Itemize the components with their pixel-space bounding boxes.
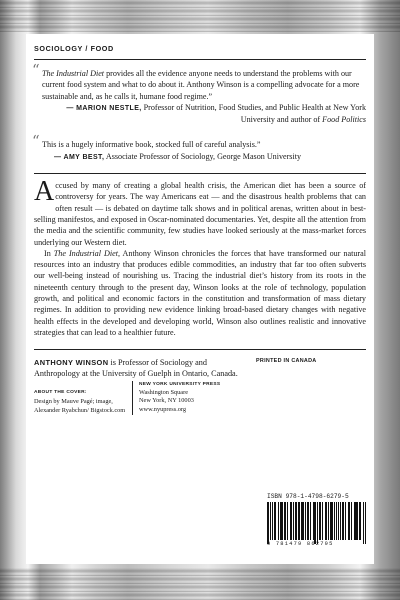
barcode-bar: [293, 502, 294, 540]
blurb-text: The Industrial Diet provides all the evidence anyone needs to understand the problems with our current food system and what to do about it. Anthony Winson is a compelling advocate for a more sustainable and, as he calls it, humane food regime.”: [42, 69, 360, 101]
barcode-bar: [305, 502, 306, 540]
barcode-bar: [299, 502, 300, 540]
barcode-block: [267, 493, 366, 547]
barcode-bar: [322, 502, 323, 540]
cover-credit: [34, 389, 132, 415]
barcode-bar: [356, 502, 357, 540]
barcode-bar: [326, 502, 327, 540]
book-description: [34, 176, 366, 338]
blurb-author-name: — MARION NESTLE,: [66, 104, 142, 112]
barcode-bar: [351, 502, 352, 540]
author-name: ANTHONY WINSON: [34, 358, 109, 368]
barcode-bar: [274, 502, 275, 540]
barcode-bar: [291, 502, 292, 540]
barcode-bar: [360, 502, 361, 540]
barcode-digits: 9 781479 862795: [267, 541, 334, 547]
publisher-address-line2: New York, NY 10003: [139, 397, 194, 405]
blurb-best: [32, 132, 366, 163]
quote-mark-icon: “: [32, 61, 40, 79]
blurb-nestle: [32, 61, 366, 125]
barcode-bar: [298, 502, 299, 540]
barcode-bar: [349, 502, 351, 540]
cover-credit-heading: ABOUT THE COVER:: [34, 390, 87, 396]
barcode-bar: [328, 502, 329, 540]
barcode-bar: [285, 502, 286, 540]
barcode-icon: [267, 502, 366, 546]
barcode-bar: [268, 502, 269, 544]
can-rim-bottom: [0, 568, 400, 600]
barcode-bar: [340, 502, 341, 540]
barcode-bar: [275, 502, 276, 540]
barcode-bar: [338, 502, 339, 540]
blurb-book-title: The Industrial Diet: [42, 69, 105, 78]
bio-row: [34, 357, 366, 379]
blurb-attribution: — AMY BEST, Associate Professor of Sociology, George Mason University: [54, 151, 301, 161]
publisher-website: www.nyupress.org: [139, 405, 187, 413]
barcode-bar: [314, 502, 316, 544]
barcode-bar: [310, 502, 311, 540]
back-cover-panel: [26, 34, 374, 564]
barcode-bar: [308, 502, 309, 540]
barcode-bar: [355, 502, 356, 540]
barcode-bar: [345, 502, 346, 540]
publisher-block: [132, 381, 252, 415]
barcode-bar: [270, 502, 271, 540]
barcode-bar: [363, 502, 364, 544]
drop-cap: A: [34, 176, 55, 208]
quote-mark-icon: “: [32, 132, 40, 151]
barcode-bar: [317, 502, 318, 544]
cover-credit-text: Design by Mauve Pagé; image, Alexander Ryabchun/ Bigstock.com: [34, 398, 126, 414]
can-rim-top: [0, 0, 400, 32]
barcode-bar: [287, 502, 288, 540]
barcode-bar: [320, 502, 321, 540]
barcode-bar: [280, 502, 281, 540]
divider: [34, 173, 366, 174]
publisher-address-line1: Washington Square: [139, 389, 188, 397]
author-bio: ANTHONY WINSON is Professor of Sociology and Anthropology at the University of Guelph in Ontario, Canada.: [34, 358, 238, 379]
blurb-text: This is a hugely informative book, stocked full of careful analysis.”: [42, 140, 261, 150]
blurb-attribution: — MARION NESTLE, Professor of Nutrition, Food Studies, and Public Health at New York University and author of Food Politics: [66, 102, 366, 125]
barcode-bar: [343, 502, 344, 540]
category-label: SOCIOLOGY / FOOD: [34, 44, 366, 60]
credits-row: [34, 382, 366, 415]
barcode-bar: [331, 502, 333, 540]
barcode-bar: [303, 502, 304, 540]
barcode-bar: [334, 502, 335, 540]
isbn-text: ISBN 978-1-4798-6279-5: [267, 493, 349, 500]
barcode-bar: [281, 502, 282, 540]
description-paragraph-2: In The Industrial Diet, Anthony Winson chronicles the forces that have transformed our natural resources into an industry that produces edible commodities, an industry that far too often subverts our well-being instead of nourishing us. Tracing the industrial diet’s history from its roots in the nineteenth century through to the present day, Winson looks at the role of technology, population growth, and political and economic factors in the constitution and transformation of mass dietary regimes. In addition to providing new evidence linking broad-based dietary changes with negative health effects in the developed and developing world, Winson also outlines realistic and innovative strategies that can lead to a healthier future.: [34, 248, 366, 337]
blurb-author-name: — AMY BEST,: [54, 153, 105, 161]
publisher-name: NEW YORK UNIVERSITY PRESS: [139, 382, 221, 388]
barcode-bar: [365, 502, 366, 544]
printed-in-label: PRINTED IN CANADA: [256, 358, 317, 365]
description-paragraph-1: Accused by many of creating a global health crisis, the American diet has been a source of controversy for years. The way Americans eat — and the disastrous health problems that can often result — is debated on daytime talk shows and in political arenas, written about in best-selling manifestos, and exposed in Oscar-nominated documentaries. Yet, despite all the attention from the media and the scientific community, few studies have looked seriously at the mass-market forces underlying our Western diet.: [34, 176, 366, 247]
divider: [34, 349, 366, 350]
